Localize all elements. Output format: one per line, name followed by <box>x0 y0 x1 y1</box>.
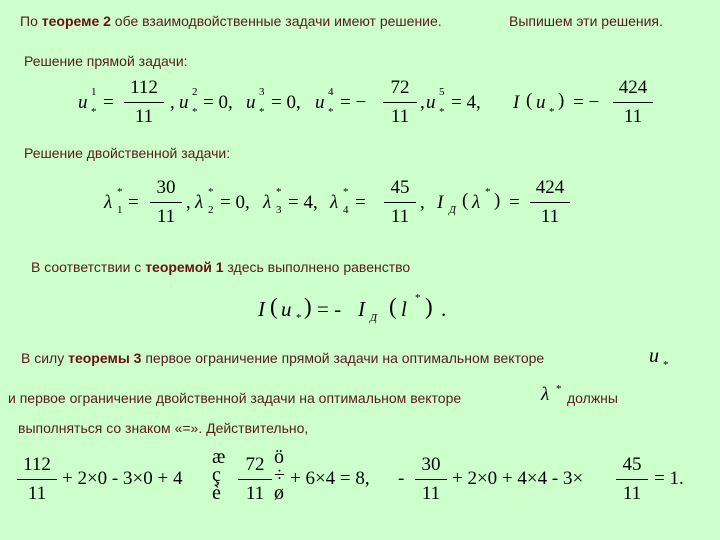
optimal-vector-lambda: λ <box>541 384 550 405</box>
fraction-424-11: 424 11 <box>613 77 653 128</box>
theorem-2-ref: теореме 2 <box>41 13 111 29</box>
theorem3-line1: В силу теоремы 3 первое ограничение прямой задачи на оптимальном векторе <box>21 350 545 366</box>
fraction-112-11: 112 11 <box>124 77 164 128</box>
intro-tail: Выпишем эти решения. <box>509 13 663 29</box>
objective-I: I <box>513 92 520 113</box>
check-fraction-45-11: 45 11 <box>616 454 648 505</box>
optimal-vector-u: u <box>649 345 659 367</box>
direct-solution-label: Решение прямой задачи: <box>24 53 188 69</box>
u1-var: u <box>78 92 88 113</box>
fraction-45-11: 45 11 <box>384 177 416 228</box>
check-fraction-72-11: 72 11 <box>238 454 272 505</box>
theorem3-line2-end: должны <box>567 390 618 406</box>
theorem-3-ref: теоремы 3 <box>68 350 142 366</box>
theorem3-line3: выполняться со знаком «=». Действительно, <box>18 420 309 436</box>
fraction-30-11: 30 11 <box>150 177 182 228</box>
dual-objective-I: I <box>437 192 444 213</box>
fraction-72-11: 72 11 <box>383 77 417 128</box>
check-fraction-30-11: 30 11 <box>415 454 447 505</box>
intro-text: По теореме 2 обе взаимодвойственные задачи имеют решение. <box>20 13 442 29</box>
theorem3-line2: и первое ограничение двойственной задачи на оптимальном векторе <box>8 390 462 406</box>
equality-text: В соответствии с теоремой 1 здесь выполнено равенство <box>31 259 411 275</box>
theorem-1-ref: теоремой 1 <box>145 259 224 275</box>
dual-solution-label: Решение двойственной задачи: <box>24 145 231 161</box>
check-fraction-112-11: 112 11 <box>17 454 57 505</box>
fraction-424-11-dual: 424 11 <box>530 177 570 228</box>
